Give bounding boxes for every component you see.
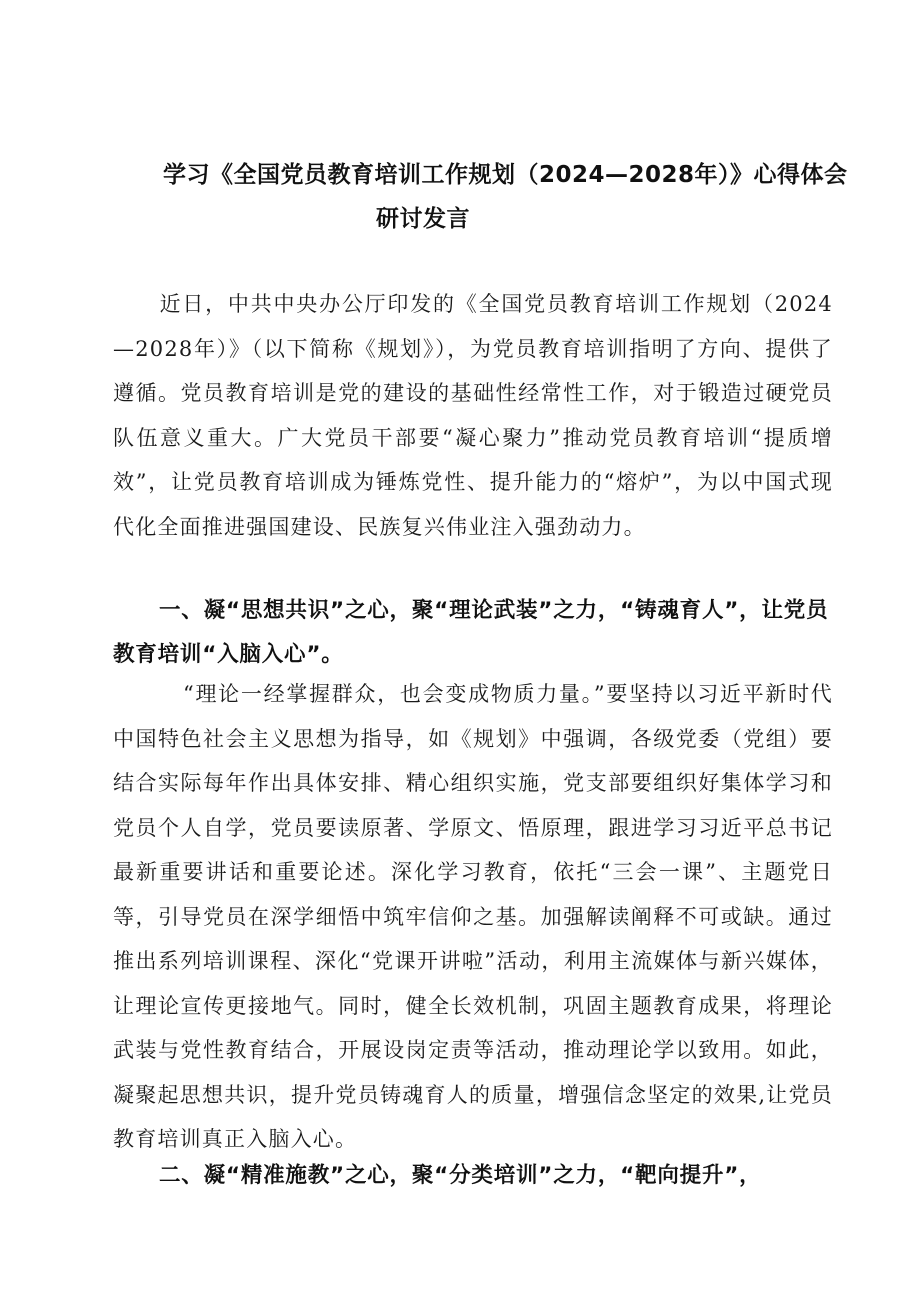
section-heading-2	[113, 1154, 838, 1198]
intro-paragraph	[113, 282, 833, 549]
section-1-paragraph	[113, 672, 833, 1162]
section-1-paragraph-text: “理论一经掌握群众，也会变成物质力量。”要坚持以习近平新时代中国特色社会主义思想为指导，如《规划》中强调，各级党委（党组）要结合实际每年作出具体安排、精心组织实施，党支部要组织好集体学习和党员个人自学，党员要读原著、学原文、悟原理，跟进学习习近平总书记最新重要讲话和重要论述。深化学习教育，依托“三会一课”、主题党日等，引导党员在深学细悟中筑牢信仰之基。加强解读阐释不可或缺。通过推出系列培训课程、深化“党课开讲啦”活动，利用主流媒体与新兴媒体，让理论宣传更接地气。同时，健全长效机制，巩固主题教育成果，将理论武装与党性教育结合，开展设岗定责等活动，推动理论学以致用。如此，凝聚起思想共识，提升党员铸魂育人的质量，增强信念坚定的效果,让党员教育培训真正入脑入心。	[113, 682, 833, 1151]
section-heading-1-text: 一、凝“思想共识”之心，聚“理论武装”之力，“铸魂育人”，让党员教育培训“入脑入心”。	[113, 598, 829, 667]
section-heading-1	[113, 589, 838, 677]
document-title: 学习《全国党员教育培训工作规划（2024—2028年）》心得体会	[163, 162, 848, 188]
section-heading-2-text: 二、凝“精准施教”之心，聚“分类培训”之力，“靶向提升”，	[159, 1163, 762, 1188]
intro-paragraph-text: 近日，中共中央办公厅印发的《全国党员教育培训工作规划（2024—2028年）》（以下简称《规划》），为党员教育培训指明了方向、提供了遵循。党员教育培训是党的建设的基础性经常性工作，对于锻造过硬党员队伍意义重大。广大党员干部要“凝心聚力”推动党员教育培训“提质增效”，让党员教育培训成为锤炼党性、提升能力的“熔炉”，为以中国式现代化全面推进强国建设、民族复兴伟业注入强劲动力。	[113, 292, 833, 539]
document-subtitle: 研讨发言	[376, 206, 470, 232]
